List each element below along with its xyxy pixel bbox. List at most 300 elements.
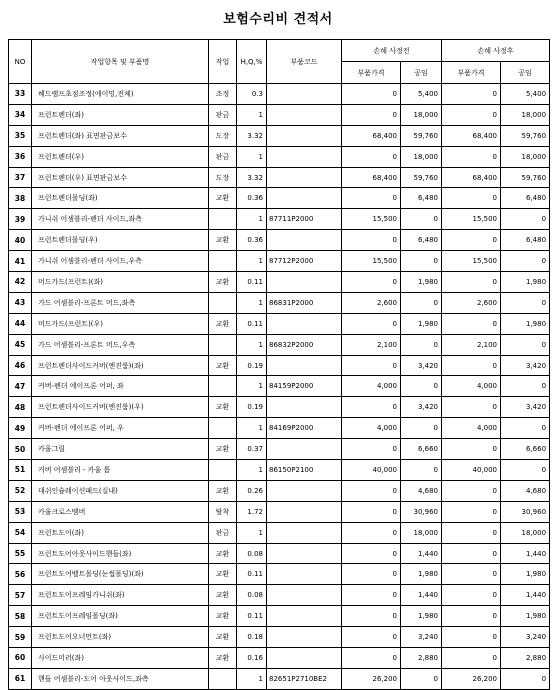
row-after-labor: 1,980 [501,606,550,627]
row-item-name: 가드 어셈블리-프론트 머드,우측 [32,334,209,355]
row-no: 39 [9,209,32,230]
row-after-labor: 59,760 [501,125,550,146]
row-work-type: 도장 [209,167,237,188]
row-no: 44 [9,313,32,334]
row-after-labor: 0 [501,334,550,355]
row-no: 60 [9,648,32,669]
row-item-name: 프런트펜더(우) 표면판금보수 [32,167,209,188]
row-before-labor: 18,000 [401,146,442,167]
row-before-part-price: 68,400 [342,125,401,146]
row-after-part-price: 0 [442,501,501,522]
row-before-part-price: 0 [342,522,401,543]
row-part-code [267,648,342,669]
row-item-name: 프런트펜더사이드커버(엔진룸)(우) [32,397,209,418]
row-before-part-price: 40,000 [342,460,401,481]
row-before-part-price: 15,500 [342,209,401,230]
row-no: 35 [9,125,32,146]
row-before-labor: 4,680 [401,480,442,501]
estimate-table [8,39,550,690]
row-item-name: 카울크로스멤버 [32,501,209,522]
row-no: 37 [9,167,32,188]
row-item-name: 헤드램프초점조정(에이밍,전체) [32,84,209,105]
row-no: 57 [9,585,32,606]
row-hq: 1.72 [237,501,267,522]
row-no: 55 [9,543,32,564]
row-after-labor: 30,960 [501,501,550,522]
table-row [9,167,550,188]
row-before-part-price: 0 [342,230,401,251]
row-work-type [209,376,237,397]
row-no: 33 [9,84,32,105]
row-after-labor: 0 [501,418,550,439]
row-work-type: 판금 [209,104,237,125]
row-before-part-price: 4,000 [342,376,401,397]
row-no: 45 [9,334,32,355]
row-after-labor: 18,000 [501,146,550,167]
row-hq: 0.37 [237,439,267,460]
row-part-code [267,564,342,585]
table-row [9,627,550,648]
table-row [9,585,550,606]
row-before-part-price: 2,100 [342,334,401,355]
row-before-labor: 1,980 [401,564,442,585]
table-row [9,564,550,585]
row-before-part-price: 0 [342,84,401,105]
table-row [9,522,550,543]
row-part-code [267,84,342,105]
row-no: 34 [9,104,32,125]
table-row [9,668,550,689]
row-no: 43 [9,292,32,313]
header-before-part-price: 부품가격 [342,62,401,84]
row-item-name: 가드 어셈블리-프론트 머드,좌측 [32,292,209,313]
row-before-labor: 0 [401,251,442,272]
row-part-code [267,125,342,146]
row-before-part-price: 15,500 [342,251,401,272]
header-item: 작업항목 및 부품명 [32,40,209,84]
table-row [9,292,550,313]
row-work-type: 교환 [209,313,237,334]
row-item-name: 커버-펜더 에이프론 어퍼, 우 [32,418,209,439]
row-item-name: 머드가드(프런트)(좌) [32,272,209,293]
table-row [9,543,550,564]
table-row [9,125,550,146]
row-no: 54 [9,522,32,543]
row-part-code [267,585,342,606]
row-part-code [267,501,342,522]
row-before-labor: 3,240 [401,627,442,648]
row-after-labor: 0 [501,460,550,481]
row-before-labor: 0 [401,418,442,439]
row-before-part-price: 0 [342,397,401,418]
row-after-part-price: 15,500 [442,209,501,230]
row-after-labor: 1,440 [501,543,550,564]
row-item-name: 프런트도어아웃사이드핸들(좌) [32,543,209,564]
table-row [9,251,550,272]
row-before-labor: 0 [401,376,442,397]
row-no: 42 [9,272,32,293]
row-after-part-price: 0 [442,146,501,167]
row-part-code [267,480,342,501]
row-part-code [267,439,342,460]
row-hq: 1 [237,522,267,543]
row-after-part-price: 0 [442,439,501,460]
row-no: 38 [9,188,32,209]
row-before-part-price: 0 [342,355,401,376]
row-hq: 1 [237,460,267,481]
row-work-type [209,418,237,439]
table-row [9,272,550,293]
row-work-type: 교환 [209,543,237,564]
row-work-type [209,209,237,230]
row-before-part-price: 0 [342,564,401,585]
row-work-type: 교환 [209,606,237,627]
row-part-code [267,230,342,251]
row-work-type [209,251,237,272]
row-after-labor: 1,980 [501,313,550,334]
row-before-part-price: 0 [342,104,401,125]
row-hq: 1 [237,251,267,272]
row-before-part-price: 0 [342,585,401,606]
row-hq: 0.11 [237,313,267,334]
row-part-code: 87711P2000 [267,209,342,230]
row-after-labor: 4,680 [501,480,550,501]
row-before-labor: 1,980 [401,272,442,293]
row-after-part-price: 0 [442,543,501,564]
row-after-labor: 1,980 [501,272,550,293]
row-before-labor: 0 [401,460,442,481]
row-hq: 1 [237,104,267,125]
header-hq: H,Q,% [237,40,267,84]
table-row [9,397,550,418]
row-item-name: 프런트펜더몰딩(우) [32,230,209,251]
row-after-part-price: 0 [442,272,501,293]
row-item-name: 프런트도어프레임가니쉬(좌) [32,585,209,606]
row-no: 48 [9,397,32,418]
row-work-type: 교환 [209,397,237,418]
row-before-part-price: 0 [342,146,401,167]
row-hq: 0.19 [237,397,267,418]
row-before-labor: 5,400 [401,84,442,105]
row-work-type: 교환 [209,439,237,460]
row-work-type [209,460,237,481]
header-before: 손해 사정전 [342,40,442,62]
row-before-part-price: 0 [342,439,401,460]
row-part-code: 86150P2100 [267,460,342,481]
row-item-name: 프런트펜더사이드커버(엔진룸)(좌) [32,355,209,376]
row-no: 61 [9,668,32,689]
table-row [9,209,550,230]
row-after-labor: 0 [501,209,550,230]
row-before-labor: 6,480 [401,188,442,209]
row-part-code: 86832P2000 [267,334,342,355]
row-hq: 0.11 [237,564,267,585]
row-after-labor: 1,980 [501,564,550,585]
row-before-labor: 0 [401,334,442,355]
header-no: NO [9,40,32,84]
row-after-part-price: 0 [442,648,501,669]
row-after-part-price: 0 [442,84,501,105]
table-row [9,334,550,355]
row-after-labor: 6,480 [501,230,550,251]
table-row [9,648,550,669]
row-before-part-price: 0 [342,188,401,209]
row-before-labor: 1,440 [401,543,442,564]
document-title: 보험수리비 견적서 [223,12,333,27]
row-item-name: 가니쉬 어셈블리-펜더 사이드,좌측 [32,209,209,230]
row-hq: 0.11 [237,606,267,627]
header-work: 작업 [209,40,237,84]
table-row [9,460,550,481]
row-item-name: 프런트도어(좌) [32,522,209,543]
row-no: 59 [9,627,32,648]
row-after-part-price: 0 [442,627,501,648]
row-before-part-price: 0 [342,501,401,522]
row-part-code: 84159P2000 [267,376,342,397]
row-after-part-price: 0 [442,522,501,543]
row-before-part-price: 0 [342,627,401,648]
row-part-code: 86831P2000 [267,292,342,313]
row-after-part-price: 0 [442,230,501,251]
row-after-labor: 6,660 [501,439,550,460]
row-part-code [267,272,342,293]
table-row [9,418,550,439]
row-no: 56 [9,564,32,585]
row-hq: 1 [237,292,267,313]
row-work-type: 교환 [209,627,237,648]
row-hq: 1 [237,334,267,355]
row-before-labor: 59,760 [401,167,442,188]
row-before-labor: 1,440 [401,585,442,606]
row-before-labor: 59,760 [401,125,442,146]
row-hq: 0.26 [237,480,267,501]
row-item-name: 프런트도어프레임몰딩(좌) [32,606,209,627]
row-part-code: 82651P2710BE2 [267,668,342,689]
row-hq: 1 [237,209,267,230]
row-no: 47 [9,376,32,397]
row-before-labor: 18,000 [401,522,442,543]
row-no: 58 [9,606,32,627]
row-hq: 0.19 [237,355,267,376]
row-no: 49 [9,418,32,439]
row-after-part-price: 68,400 [442,167,501,188]
row-after-part-price: 4,000 [442,418,501,439]
row-before-labor: 6,660 [401,439,442,460]
table-row [9,501,550,522]
row-before-labor: 3,420 [401,355,442,376]
row-item-name: 커버 어셈블리 - 카울 톱 [32,460,209,481]
row-before-part-price: 0 [342,543,401,564]
row-after-part-price: 26,200 [442,668,501,689]
row-part-code [267,146,342,167]
row-no: 40 [9,230,32,251]
row-before-labor: 1,980 [401,606,442,627]
row-hq: 0.08 [237,585,267,606]
row-item-name: 커버-펜더 에이프론 어퍼, 좌 [32,376,209,397]
row-after-part-price: 2,100 [442,334,501,355]
row-after-labor: 1,440 [501,585,550,606]
row-work-type [209,668,237,689]
row-hq: 0.08 [237,543,267,564]
row-item-name: 가니쉬 어셈블리-펜더 사이드,우측 [32,251,209,272]
row-item-name: 프런트펜더몰딩(좌) [32,188,209,209]
row-before-part-price: 4,000 [342,418,401,439]
row-item-name: 프런트도어오너먼트(좌) [32,627,209,648]
row-before-part-price: 26,200 [342,668,401,689]
row-before-part-price: 2,600 [342,292,401,313]
row-item-name: 프런트펜더(좌) 표면판금보수 [32,125,209,146]
row-work-type: 판금 [209,146,237,167]
row-item-name: 카울그릴 [32,439,209,460]
row-before-labor: 3,420 [401,397,442,418]
row-part-code [267,522,342,543]
row-after-part-price: 0 [442,585,501,606]
row-no: 46 [9,355,32,376]
table-row [9,376,550,397]
row-hq: 1 [237,376,267,397]
row-after-labor: 0 [501,251,550,272]
row-before-labor: 6,480 [401,230,442,251]
row-before-labor: 0 [401,292,442,313]
row-work-type: 교환 [209,585,237,606]
row-hq: 0.3 [237,84,267,105]
row-after-part-price: 0 [442,104,501,125]
row-item-name: 프런트펜더(좌) [32,104,209,125]
row-no: 41 [9,251,32,272]
row-work-type: 도장 [209,125,237,146]
row-part-code: 87712P2000 [267,251,342,272]
row-before-labor: 1,980 [401,313,442,334]
table-row [9,104,550,125]
header-after: 손해 사정후 [442,40,550,62]
row-work-type: 교환 [209,355,237,376]
row-after-part-price: 4,000 [442,376,501,397]
header-before-labor: 공임 [401,62,442,84]
table-row [9,439,550,460]
row-hq: 1 [237,668,267,689]
row-before-labor: 2,880 [401,648,442,669]
row-work-type [209,292,237,313]
row-hq: 3.32 [237,167,267,188]
table-row [9,146,550,167]
row-after-labor: 59,760 [501,167,550,188]
header-code: 부품코드 [267,40,342,84]
row-after-part-price: 0 [442,355,501,376]
row-part-code [267,355,342,376]
row-hq: 0.11 [237,272,267,293]
row-hq: 0.36 [237,230,267,251]
row-after-labor: 18,000 [501,522,550,543]
row-item-name: 프런트도어벨트몰딩(눈썹몰딩)(좌) [32,564,209,585]
row-hq: 1 [237,418,267,439]
table-body [9,84,550,690]
row-before-part-price: 68,400 [342,167,401,188]
row-hq: 1 [237,146,267,167]
table-header [9,40,550,84]
row-before-labor: 30,960 [401,501,442,522]
table-row [9,606,550,627]
row-item-name: 머드가드(프런트)(우) [32,313,209,334]
row-work-type: 교환 [209,188,237,209]
row-after-part-price: 0 [442,313,501,334]
row-after-labor: 0 [501,668,550,689]
row-hq: 0.36 [237,188,267,209]
row-hq: 0.18 [237,627,267,648]
header-after-labor: 공임 [501,62,550,84]
row-after-part-price: 0 [442,188,501,209]
row-part-code [267,104,342,125]
table-row [9,188,550,209]
row-after-labor: 3,240 [501,627,550,648]
row-after-labor: 2,880 [501,648,550,669]
row-after-labor: 18,000 [501,104,550,125]
row-work-type: 교환 [209,564,237,585]
row-after-labor: 3,420 [501,397,550,418]
row-work-type: 판금 [209,522,237,543]
row-before-part-price: 0 [342,313,401,334]
row-no: 50 [9,439,32,460]
row-after-labor: 5,400 [501,84,550,105]
row-item-name: 프런트펜더(우) [32,146,209,167]
row-part-code [267,188,342,209]
row-part-code [267,627,342,648]
row-no: 36 [9,146,32,167]
row-part-code: 84169P2000 [267,418,342,439]
row-before-labor: 18,000 [401,104,442,125]
row-item-name: 핸들 어셈블리-도어 아웃사이드,좌측 [32,668,209,689]
row-item-name: 사이드미러(좌) [32,648,209,669]
row-work-type: 조정 [209,84,237,105]
row-after-part-price: 40,000 [442,460,501,481]
table-row [9,355,550,376]
row-work-type: 교환 [209,648,237,669]
table-row [9,313,550,334]
row-part-code [267,167,342,188]
row-item-name: 대쉬인슐레이션패드(실내) [32,480,209,501]
row-work-type: 탈착 [209,501,237,522]
row-after-part-price: 2,600 [442,292,501,313]
row-after-part-price: 0 [442,480,501,501]
row-after-part-price: 0 [442,564,501,585]
row-no: 52 [9,480,32,501]
row-after-part-price: 68,400 [442,125,501,146]
row-after-part-price: 0 [442,606,501,627]
table-row [9,84,550,105]
row-part-code [267,543,342,564]
row-after-part-price: 0 [442,397,501,418]
row-before-part-price: 0 [342,272,401,293]
row-no: 51 [9,460,32,481]
row-before-labor: 0 [401,209,442,230]
row-hq: 0.16 [237,648,267,669]
row-work-type: 교환 [209,480,237,501]
row-part-code [267,397,342,418]
row-work-type: 교환 [209,272,237,293]
row-after-labor: 0 [501,376,550,397]
row-part-code [267,313,342,334]
row-work-type [209,334,237,355]
row-after-labor: 6,480 [501,188,550,209]
table-row [9,480,550,501]
row-before-part-price: 0 [342,606,401,627]
row-after-labor: 3,420 [501,355,550,376]
row-before-labor: 0 [401,668,442,689]
table-row [9,230,550,251]
row-after-labor: 0 [501,292,550,313]
row-after-part-price: 15,500 [442,251,501,272]
row-no: 53 [9,501,32,522]
header-after-part-price: 부품가격 [442,62,501,84]
